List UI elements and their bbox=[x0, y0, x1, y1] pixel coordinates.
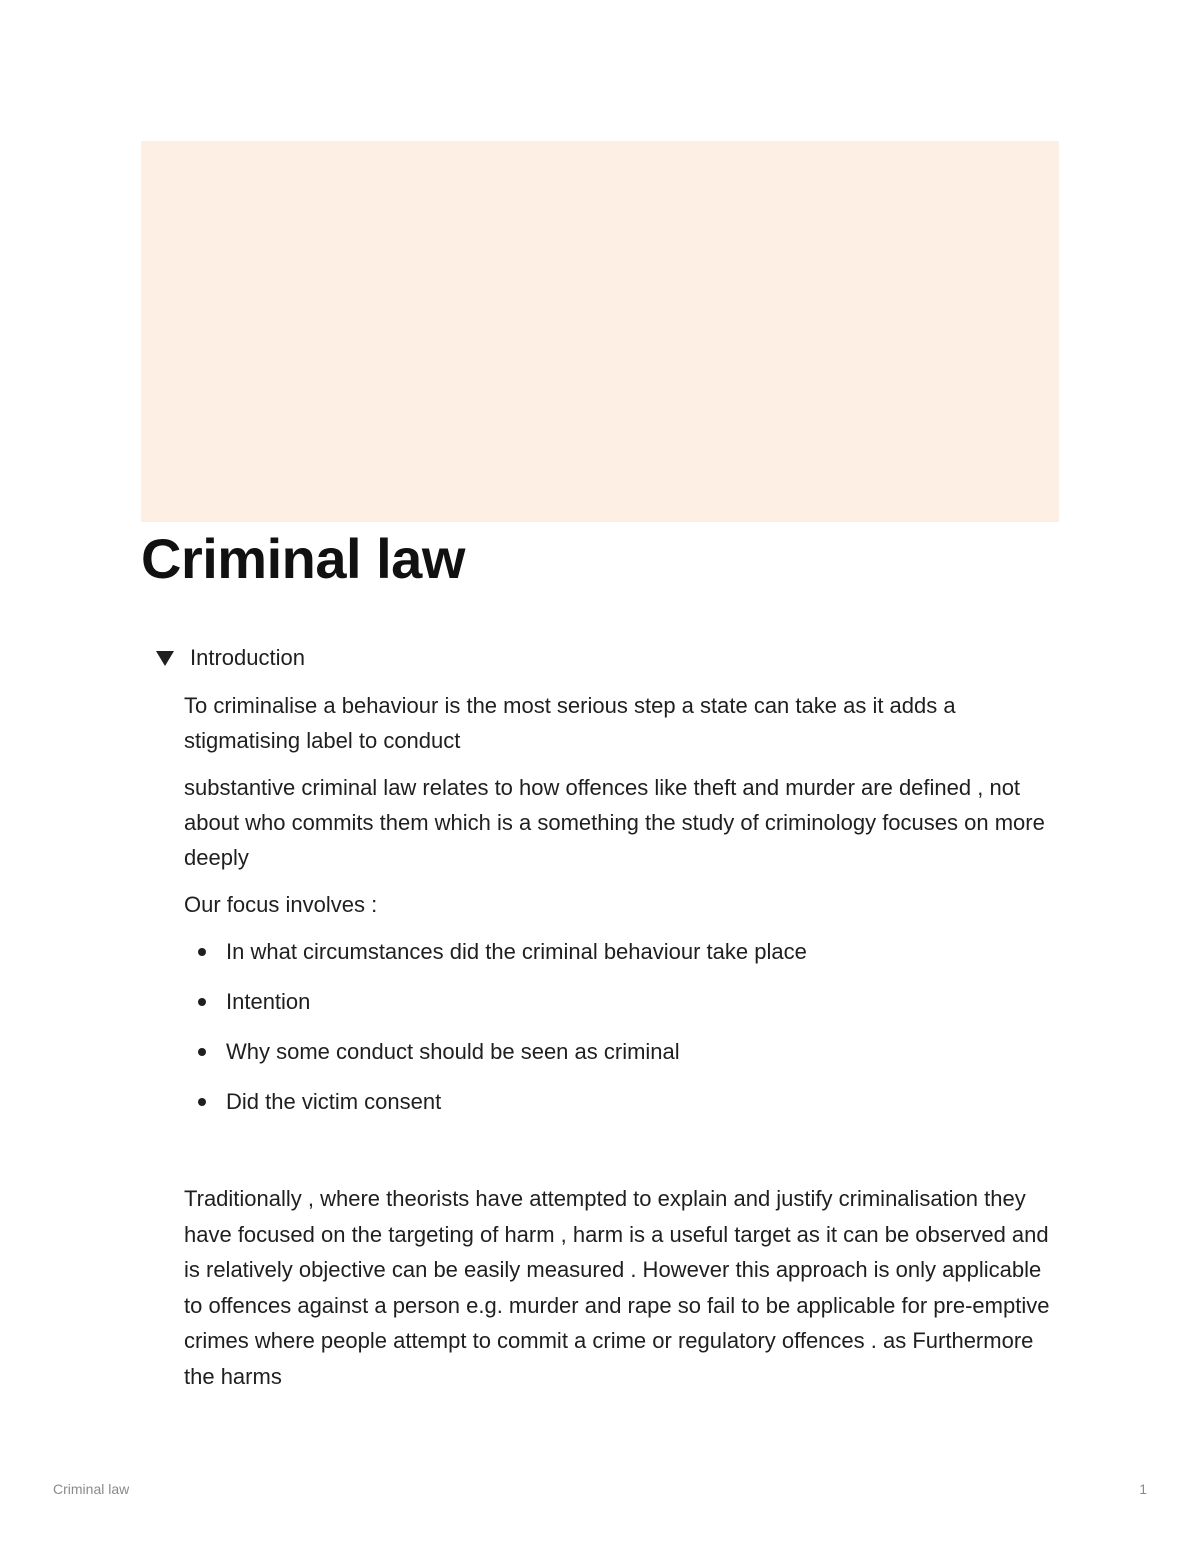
list-item-text: Why some conduct should be seen as criminal bbox=[226, 1039, 680, 1064]
list-item bbox=[184, 1084, 1064, 1119]
triangle-down-icon[interactable] bbox=[156, 651, 174, 666]
bullet-icon bbox=[198, 948, 206, 956]
list-item bbox=[184, 1034, 1064, 1069]
bullet-list bbox=[184, 934, 1064, 1119]
list-item bbox=[184, 934, 1064, 969]
page-number: 1 bbox=[1139, 1481, 1147, 1497]
paragraph: substantive criminal law relates to how offences like theft and murder are defined , not about who commits them which is a something the study of criminology focuses on more deeply bbox=[184, 775, 1045, 870]
paragraph: To criminalise a behaviour is the most serious step a state can take as it adds a stigmatising label to conduct bbox=[184, 693, 956, 753]
toggle-label: Introduction bbox=[190, 645, 305, 670]
bullet-icon bbox=[198, 998, 206, 1006]
bullet-icon bbox=[198, 1048, 206, 1056]
toggle-content bbox=[184, 688, 1064, 1134]
bullet-icon bbox=[198, 1098, 206, 1106]
list-item-text: Did the victim consent bbox=[226, 1089, 442, 1114]
paragraph: Our focus involves : bbox=[184, 892, 378, 917]
page-title: Criminal law bbox=[141, 527, 465, 590]
body-paragraph: Traditionally , where theorists have attempted to explain and justify criminalisation they have focused on the targeting of harm , harm is a useful target as it can be observed and is relatively objective can be easily measured . However this approach is only applicable to offences against a person e.g. murder and rape so fail to be applicable for pre-emptive crimes where people attempt to commit a crime or regulatory offences . as Furthermore the harms bbox=[184, 1186, 1050, 1389]
toggle-header[interactable] bbox=[155, 642, 1065, 674]
toggle-block-introduction bbox=[155, 642, 1065, 1114]
cover-banner bbox=[141, 141, 1059, 522]
list-item bbox=[184, 984, 1064, 1019]
list-item-text: Intention bbox=[226, 989, 311, 1014]
footer-title: Criminal law bbox=[53, 1481, 130, 1497]
list-item-text: In what circumstances did the criminal behaviour take place bbox=[226, 939, 807, 964]
